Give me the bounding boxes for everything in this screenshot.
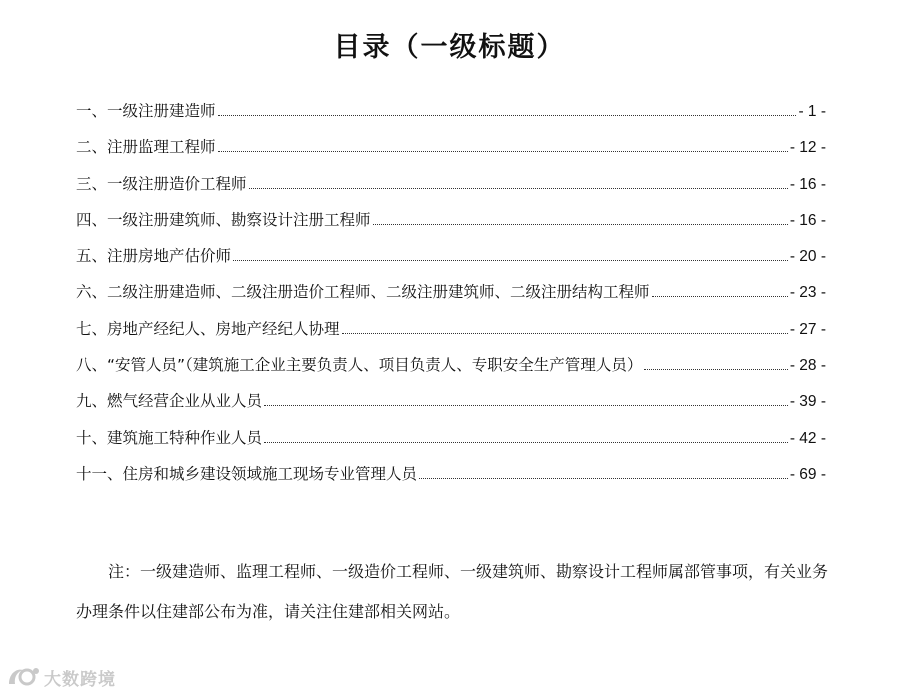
- toc-entry-text: 七、房地产经纪人、房地产经纪人协理: [76, 319, 340, 338]
- toc-entry[interactable]: [76, 241, 826, 277]
- toc-entry-text: 九、燃气经营企业从业人员: [76, 392, 263, 411]
- note-paragraph: 注：一级建造师、监理工程师、一级造价工程师、一级建筑师、勘察设计工程师属部管事项，有关业务办理条件以住建部公布为准，请关注住建部相关网站。: [76, 562, 829, 621]
- toc-page-number: - 28 -: [789, 357, 826, 375]
- toc-entry-text: 八、“安管人员”（建筑施工企业主要负责人、项目负责人、专职安全生产管理人员）: [76, 356, 643, 375]
- toc-page-number: - 1 -: [798, 103, 826, 120]
- toc-dot-leader: [218, 151, 788, 152]
- brand-logo-icon: [6, 664, 40, 690]
- toc-entry[interactable]: [76, 314, 826, 350]
- toc-dot-leader: [652, 296, 788, 297]
- table-of-contents: [76, 96, 826, 495]
- toc-page-number: - 27 -: [789, 320, 826, 338]
- toc-dot-leader: [264, 442, 788, 443]
- toc-page-number: - 39 -: [789, 393, 826, 411]
- toc-page-number: - 12 -: [789, 139, 826, 157]
- toc-entry[interactable]: [76, 96, 826, 132]
- toc-dot-leader: [249, 188, 788, 189]
- toc-page-number: - 42 -: [789, 429, 826, 447]
- toc-entry-text: 十、建筑施工特种作业人员: [76, 428, 263, 447]
- toc-entry-text: 三、一级注册造价工程师: [76, 174, 247, 193]
- toc-dot-leader: [218, 115, 797, 116]
- toc-entry-text: 五、注册房地产估价师: [76, 247, 232, 266]
- toc-page-number: - 69 -: [789, 465, 826, 483]
- toc-page-number: - 16 -: [789, 211, 826, 229]
- toc-entry[interactable]: [76, 423, 826, 459]
- page-title: 目录（一级标题）: [333, 32, 566, 64]
- toc-entry[interactable]: [76, 386, 826, 422]
- watermark-text: 大数跨境: [44, 669, 116, 690]
- toc-entry-text: 二、注册监理工程师: [76, 138, 216, 157]
- toc-entry-text: 四、一级注册建筑师、勘察设计注册工程师: [76, 210, 371, 229]
- toc-entry[interactable]: [76, 169, 826, 205]
- toc-entry-text: 六、二级注册建造师、二级注册造价工程师、二级注册建筑师、二级注册结构工程师: [76, 283, 650, 302]
- toc-entry-text: 十一、住房和城乡建设领域施工现场专业管理人员: [76, 464, 418, 483]
- toc-entry[interactable]: [76, 205, 826, 241]
- toc-dot-leader: [264, 405, 788, 406]
- toc-entry[interactable]: [76, 350, 826, 386]
- toc-page-number: - 20 -: [789, 248, 826, 266]
- toc-entry-text: 一、一级注册建造师: [76, 102, 216, 120]
- toc-dot-leader: [233, 260, 788, 261]
- toc-dot-leader: [419, 478, 788, 479]
- toc-page-number: - 16 -: [789, 175, 826, 193]
- toc-dot-leader: [644, 369, 787, 370]
- toc-page-number: - 23 -: [789, 284, 826, 302]
- toc-entry[interactable]: [76, 277, 826, 313]
- toc-dot-leader: [373, 224, 788, 225]
- toc-dot-leader: [342, 333, 788, 334]
- toc-entry[interactable]: [76, 459, 826, 495]
- watermark: [6, 664, 116, 690]
- toc-entry[interactable]: [76, 132, 826, 168]
